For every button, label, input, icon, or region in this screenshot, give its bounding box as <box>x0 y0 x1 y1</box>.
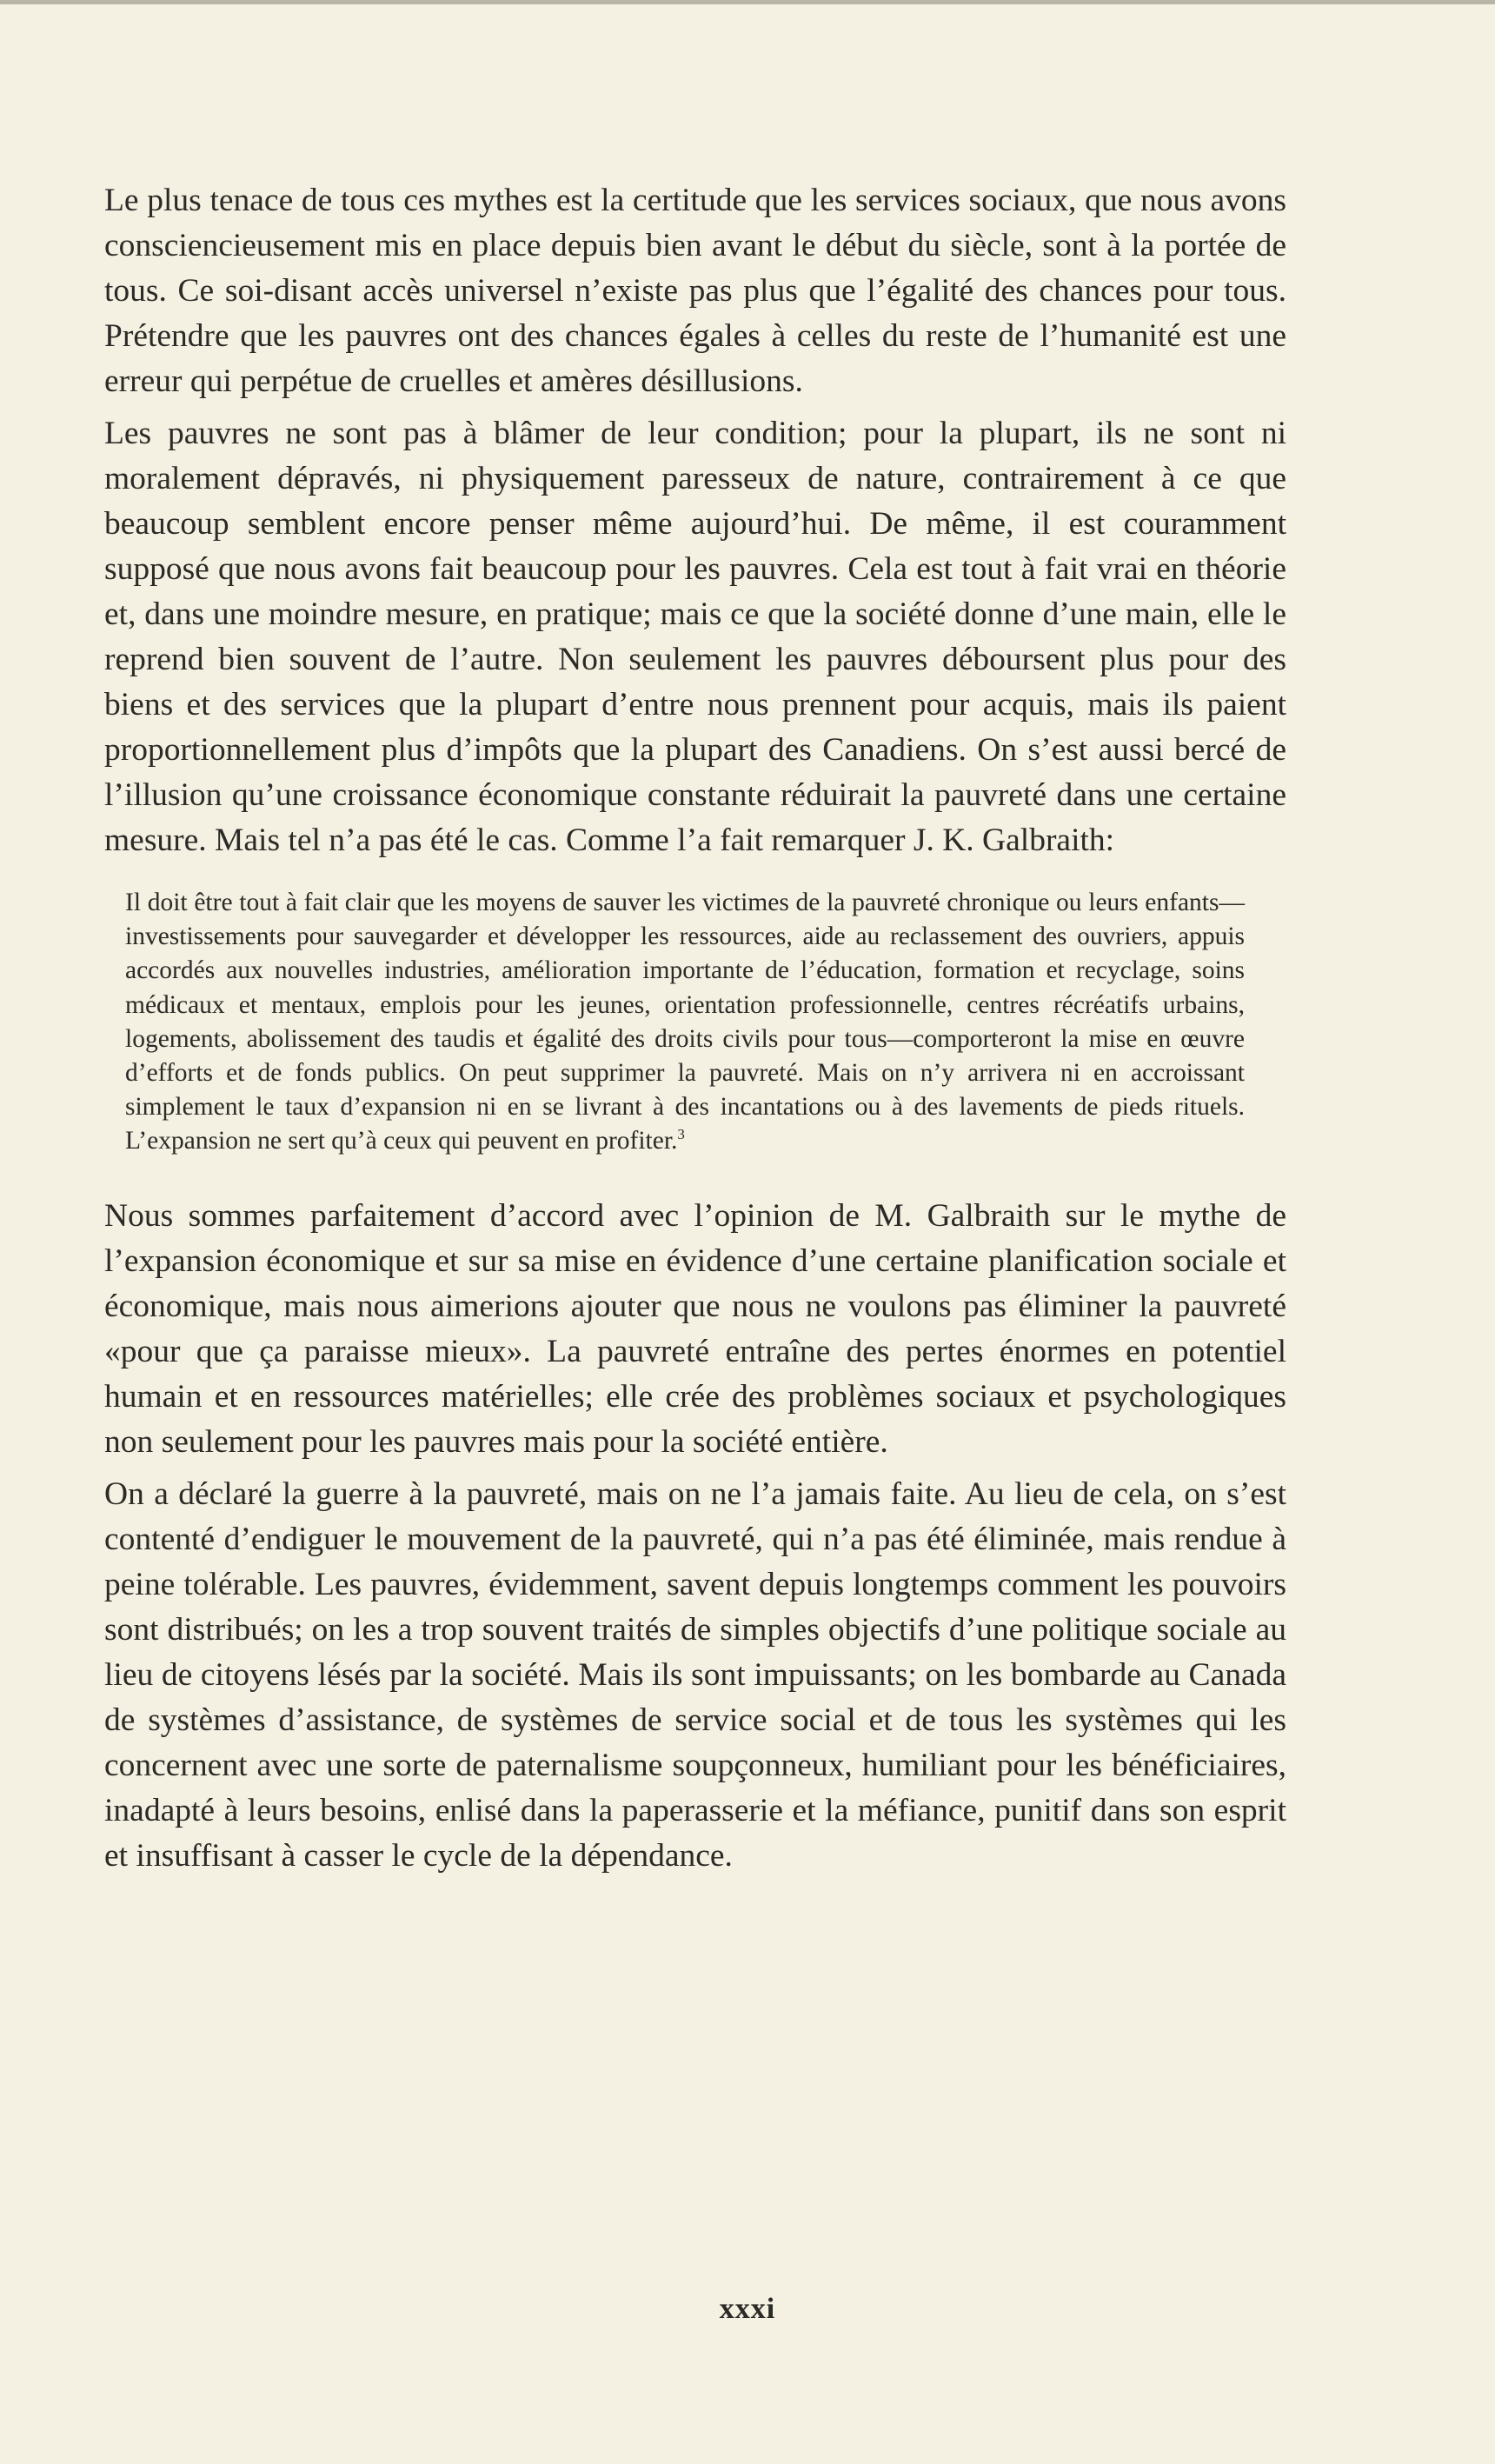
body-paragraph: Nous sommes parfaitement d’accord avec l’opinion de M. Galbraith sur le mythe de l’expansion économique et sur sa mise en évidence d’une certaine planification sociale et économique, mais nous aimerions ajouter que nous ne voulons pas éliminer la pauvreté «pour que ça paraisse mieux». La pauvreté entraîne des pertes énormes en potentiel humain et en ressources matérielles; elle crée des problèmes sociaux et psychologiques non seulement pour les pauvres mais pour la société entière. <box>104 1197 1286 1460</box>
page-top-edge <box>0 0 1495 4</box>
quote-text: Il doit être tout à fait clair que les moyens de sauver les victimes de la pauvreté chronique ou leurs enfants—investissements pour sauvegarder et développer les ressources, aide au reclassement des ouvriers, appuis accordés aux nouvelles industries, amélioration importante de l’éducation, formation et recyclage, soins médicaux et mentaux, emplois pour les jeunes, orientation professionnelle, centres récréatifs urbains, logements, abolissement des taudis et égalité des droits civils pour tous—comporteront la mise en œuvre d’efforts et de fonds publics. On peut supprimer la pauvreté. Mais on n’y arrivera ni en accroissant simplement le taux d’expansion ni en se livrant à des incantations ou à des lavements de pieds rituels. L’expansion ne sert qu’à ceux qui peuvent en profiter. <box>125 889 1245 1155</box>
body-paragraph: Les pauvres ne sont pas à blâmer de leur condition; pour la plupart, ils ne sont ni moralement dépravés, ni physiquement paresseux de nature, contrairement à ce que beaucoup semblent encore penser même aujourd’hui. De même, il est couramment supposé que nous avons fait beaucoup pour les pauvres. Cela est tout à fait vrai en théorie et, dans une moindre mesure, en pratique; mais ce que la société donne d’une main, elle le reprend bien souvent de l’autre. Non seulement les pauvres déboursent plus pour des biens et des services que la plupart d’entre nous prennent pour acquis, mais ils paient proportionnellement plus d’impôts que la plupart des Canadiens. On s’est aussi bercé de l’illusion qu’une croissance économique constante réduirait la pauvreté dans une certaine mesure. Mais tel n’a pas été le cas. Comme l’a fait remarquer J. K. Galbraith: <box>104 416 1286 858</box>
body-paragraph: On a déclaré la guerre à la pauvreté, mais on ne l’a jamais faite. Au lieu de cela, on s’est contenté d’endiguer le mouvement de la pauvreté, qui n’a pas été éliminée, mais rendue à peine tolérable. Les pauvres, évidemment, savent depuis longtemps comment les pouvoirs sont distribués; on les a trop souvent traités de simples objectifs d’une politique sociale au lieu de citoyens lésés par la société. Mais ils sont impuissants; on les bombarde au Canada de systèmes d’assistance, de systèmes de service social et de tous les systèmes qui les concernent avec une sorte de paternalisme soupçonneux, humiliant pour les bénéficiaires, inadapté à leurs besoins, enlisé dans la paperasserie et la méfiance, punitif dans son esprit et insuffisant à casser le cycle de la dépendance. <box>104 1475 1286 1874</box>
page-number: xxxi <box>719 2293 776 2325</box>
footnote-reference: 3 <box>677 1126 685 1143</box>
page-body <box>104 178 1286 1879</box>
block-quote <box>125 886 1245 1159</box>
body-paragraph: Le plus tenace de tous ces mythes est la certitude que les services sociaux, que nous avons consciencieusement mis en place depuis bien avant le début du siècle, sont à la portée de tous. Ce soi-disant accès universel n’existe pas plus que l’égalité des chances pour tous. Prétendre que les pauvres ont des chances égales à celles du reste de l’humanité est une erreur qui perpétue de cruelles et amères désillusions. <box>104 183 1286 399</box>
